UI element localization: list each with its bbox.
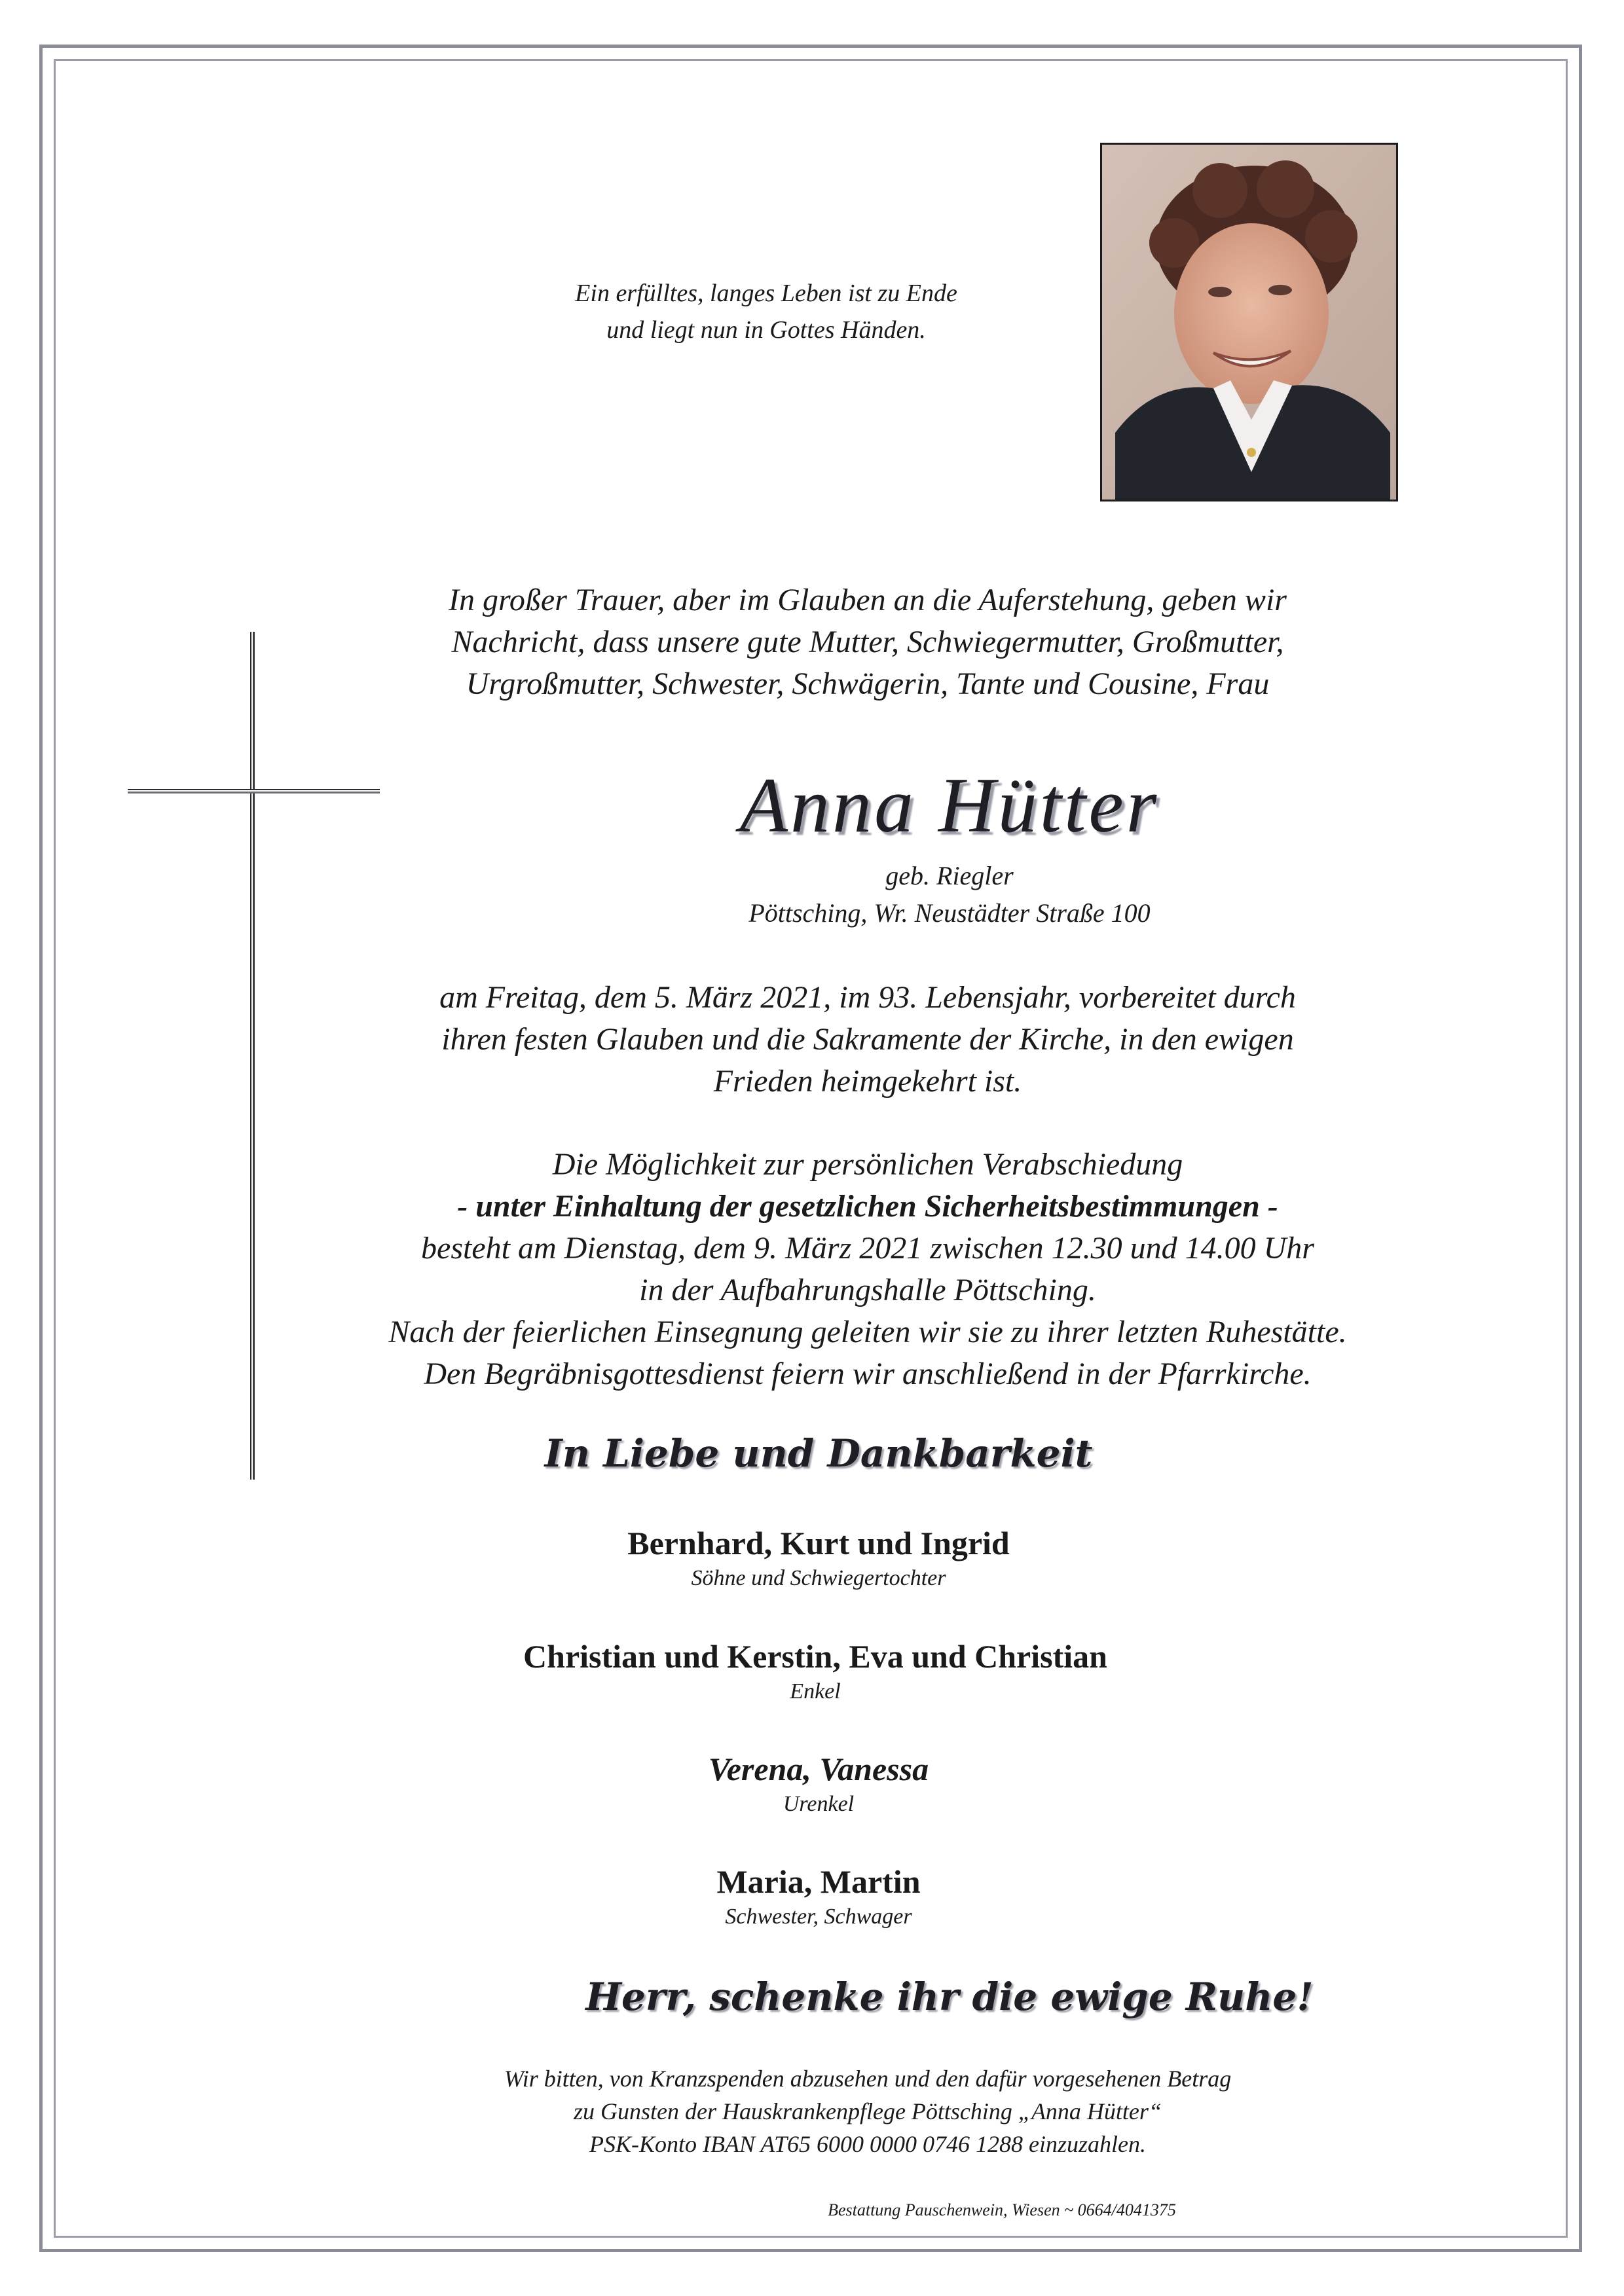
birth-name: geb. Riegler [885, 861, 1014, 890]
portrait-photo [1100, 143, 1398, 501]
farewell-details [341, 1144, 1395, 1395]
death-notice-line: Frieden heimgekehrt ist. [713, 1064, 1022, 1099]
mourner-group [537, 1861, 1100, 1931]
donation-line: PSK-Konto IBAN AT65 6000 0000 0746 1288 einzuzahlen. [589, 2131, 1146, 2157]
farewell-line: Nach der feierlichen Einsegnung geleiten wir sie zu ihrer letzten Ruhestätte. [388, 1315, 1347, 1349]
cross-vertical-beam [250, 632, 255, 1480]
mourner-group [455, 1635, 1175, 1706]
mourner-relation: Urenkel [783, 1792, 855, 1816]
farewell-line: Die Möglichkeit zur persönlichen Verabschiedung [552, 1147, 1183, 1182]
prayer-line: Herr, schenke ihr die ewige Ruhe! [585, 1975, 1314, 2019]
announcement-line: Urgroßmutter, Schwester, Schwägerin, Tante und Cousine, Frau [466, 666, 1270, 701]
announcement-line: Nachricht, dass unsere gute Mutter, Schwiegermutter, Großmutter, [451, 625, 1284, 659]
motto [406, 275, 1126, 348]
mourner-relation: Enkel [790, 1679, 841, 1704]
death-notice-line: ihren festen Glauben und die Sakramente der Kirche, in den ewigen [441, 1022, 1294, 1057]
motto-line: Ein erfülltes, langes Leben ist zu Ende [575, 280, 957, 307]
mourner-relation: Schwester, Schwager [725, 1904, 912, 1929]
undertaker-contact: Bestattung Pauschenwein, Wiesen ~ 0664/4041375 [828, 2200, 1176, 2219]
mourner-group [537, 1522, 1100, 1593]
mourner-names: Christian und Kerstin, Eva und Christian [523, 1638, 1107, 1675]
portrait-image [1102, 145, 1396, 500]
farewell-line: Den Begräbnisgottesdienst feiern wir anschließend in der Pfarrkirche. [424, 1357, 1312, 1391]
safety-note: - unter Einhaltung der gesetzlichen Sicherheitsbestimmungen - [457, 1189, 1278, 1224]
donation-request [406, 2062, 1329, 2160]
donation-line: Wir bitten, von Kranzspenden abzusehen und den dafür vorgesehenen Betrag [504, 2066, 1232, 2092]
announcement-line: In großer Trauer, aber im Glauben an die Auferstehung, geben wir [449, 583, 1287, 617]
announcement [406, 579, 1329, 705]
farewell-line: besteht am Dienstag, dem 9. März 2021 zwischen 12.30 und 14.00 Uhr [421, 1231, 1314, 1266]
donation-line: zu Gunsten der Hauskrankenpflege Pöttsching „Anna Hütter“ [574, 2098, 1162, 2124]
mourner-names: Verena, Vanessa [708, 1751, 929, 1787]
death-notice [406, 977, 1329, 1102]
mourner-group [537, 1748, 1100, 1819]
mourner-names: Maria, Martin [716, 1863, 921, 1900]
deceased-name: Anna Hütter [739, 761, 1160, 848]
cross-horizontal-beam [128, 789, 380, 793]
farewell-line: in der Aufbahrungshalle Pöttsching. [639, 1273, 1096, 1307]
thanks-heading: In Liebe und Dankbarkeit [544, 1431, 1093, 1476]
mourner-names: Bernhard, Kurt und Ingrid [627, 1525, 1010, 1561]
motto-line: und liegt nun in Gottes Händen. [606, 316, 926, 344]
death-notice-line: am Freitag, dem 5. März 2021, im 93. Lebensjahr, vorbereitet durch [439, 980, 1296, 1015]
mourner-relation: Söhne und Schwiegertochter [691, 1566, 946, 1590]
residence-address: Pöttsching, Wr. Neustädter Straße 100 [748, 898, 1151, 928]
